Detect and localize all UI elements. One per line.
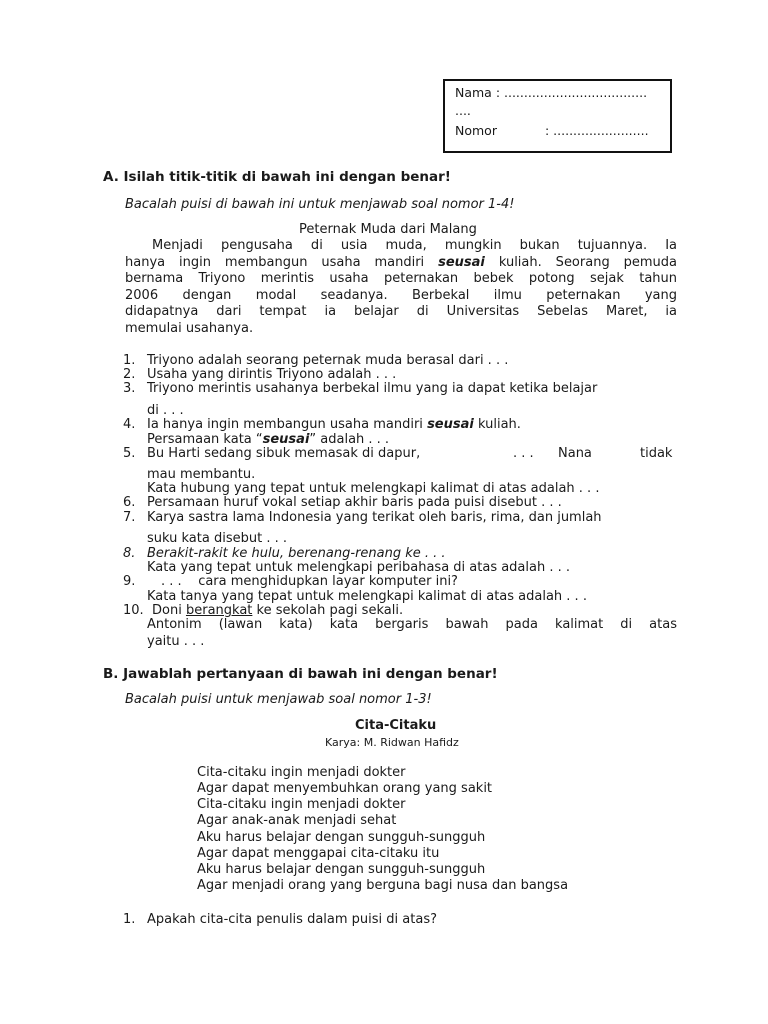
poem-line: Aku harus belajar dengan sungguh-sungguh	[197, 862, 486, 877]
question-text: Karya sastra lama Indonesia yang terikat oleh baris, rima, dan jumlah	[147, 510, 602, 525]
question-text: Triyono adalah seorang peternak muda berasal dari . . .	[147, 353, 509, 368]
paragraph-line: memulai usahanya.	[125, 321, 254, 336]
question-text: Triyono merintis usahanya berbekal ilmu yang ia dapat ketika belajar	[147, 381, 598, 396]
question-text-cont: yaitu . . .	[147, 634, 205, 649]
question-number: 10.	[123, 603, 144, 618]
question-text: Doni berangkat ke sekolah pagi sekali.	[152, 603, 404, 618]
poem-author: Karya: M. Ridwan Hafidz	[325, 736, 459, 749]
question-text: tidak	[640, 446, 673, 461]
question-text-cont: Kata tanya yang tepat untuk melengkapi kalimat di atas adalah . . .	[147, 589, 587, 604]
paragraph-line: bernama Triyono merintis usaha peternakan bebek potong sejak tahun	[125, 271, 677, 286]
nomor-field: : ........................	[545, 123, 649, 138]
bold-word: seusai	[427, 417, 474, 432]
question-number: 6.	[123, 495, 136, 510]
underlined-word: berangkat	[185, 603, 253, 618]
question-number: 1.	[123, 912, 136, 927]
poem-title: Cita-Citaku	[355, 718, 437, 733]
question-text: Persamaan huruf vokal setiap akhir baris pada puisi disebut . . .	[147, 495, 562, 510]
question-text-cont: suku kata disebut . . .	[147, 531, 287, 546]
poem-line: Agar anak-anak menjadi sehat	[197, 813, 397, 828]
paragraph-line: Menjadi pengusaha di usia muda, mungkin bukan tujuannya. Ia	[152, 238, 677, 253]
nama-field-continuation: ....	[455, 103, 471, 118]
nama-field: Nama : ....................................	[455, 85, 648, 100]
paragraph-line: 2006 dengan modal seadanya. Berbekal ilmu peternakan yang	[125, 288, 677, 303]
bold-word: seusai	[262, 432, 310, 447]
question-text: Apakah cita-cita penulis dalam puisi di atas?	[147, 912, 437, 927]
question-text: Ia hanya ingin membangun usaha mandiri seusai kuliah.	[147, 417, 521, 432]
question-text-blank: . . .	[513, 446, 534, 461]
poem-line: Agar menjadi orang yang berguna bagi nusa dan bangsa	[197, 878, 569, 893]
poem-line: Cita-citaku ingin menjadi dokter	[197, 765, 406, 780]
question-text: . . . cara menghidupkan layar komputer ini?	[161, 574, 458, 589]
poem-line: Agar dapat menyembuhkan orang yang sakit	[197, 781, 493, 796]
paragraph-line: didapatnya dari tempat ia belajar di Universitas Sebelas Maret, ia	[125, 304, 677, 319]
question-number: 1.	[123, 353, 136, 368]
question-text-cont: Kata yang tepat untuk melengkapi peribahasa di atas adalah . . .	[147, 560, 571, 575]
identity-box	[443, 79, 672, 153]
question-text: Berakit-rakit ke hulu, berenang-renang ke . . .	[147, 546, 446, 561]
section-a-heading: A. Isilah titik-titik di bawah ini dengan benar!	[103, 169, 451, 185]
paragraph-bold-word: seusai	[438, 255, 485, 270]
question-text-cont: Kata hubung yang tepat untuk melengkapi kalimat di atas adalah . . .	[147, 481, 600, 496]
section-a-instruction: Bacalah puisi di bawah ini untuk menjawab soal nomor 1-4!	[125, 197, 515, 212]
paragraph-line: hanya ingin membangun usaha mandiri seusai kuliah. Seorang pemuda	[125, 255, 677, 270]
reading-title: Peternak Muda dari Malang	[299, 222, 477, 237]
poem-line: Agar dapat menggapai cita-citaku itu	[197, 846, 440, 861]
question-text-cont: mau membantu.	[147, 467, 256, 482]
question-text: Usaha yang dirintis Triyono adalah . . .	[147, 367, 397, 382]
question-text: Bu Harti sedang sibuk memasak di dapur,	[147, 446, 421, 461]
question-text-cont: Persamaan kata “seusai” adalah . . .	[147, 432, 390, 447]
nomor-label: Nomor	[455, 123, 497, 138]
section-b-instruction: Bacalah puisi untuk menjawab soal nomor 1-3!	[125, 692, 432, 707]
question-number: 4.	[123, 417, 136, 432]
question-number: 3.	[123, 381, 136, 396]
question-text-cont: di . . .	[147, 403, 184, 418]
question-number: 8.	[123, 546, 136, 561]
question-number: 2.	[123, 367, 136, 382]
question-number: 5.	[123, 446, 136, 461]
poem-line: Cita-citaku ingin menjadi dokter	[197, 797, 406, 812]
section-b-heading: B. Jawablah pertanyaan di bawah ini dengan benar!	[103, 666, 498, 682]
question-number: 9.	[123, 574, 136, 589]
poem-line: Aku harus belajar dengan sungguh-sungguh	[197, 830, 486, 845]
question-text: Nana	[558, 446, 592, 461]
question-number: 7.	[123, 510, 136, 525]
question-text-cont: Antonim (lawan kata) kata bergaris bawah pada kalimat di atas	[147, 617, 677, 632]
